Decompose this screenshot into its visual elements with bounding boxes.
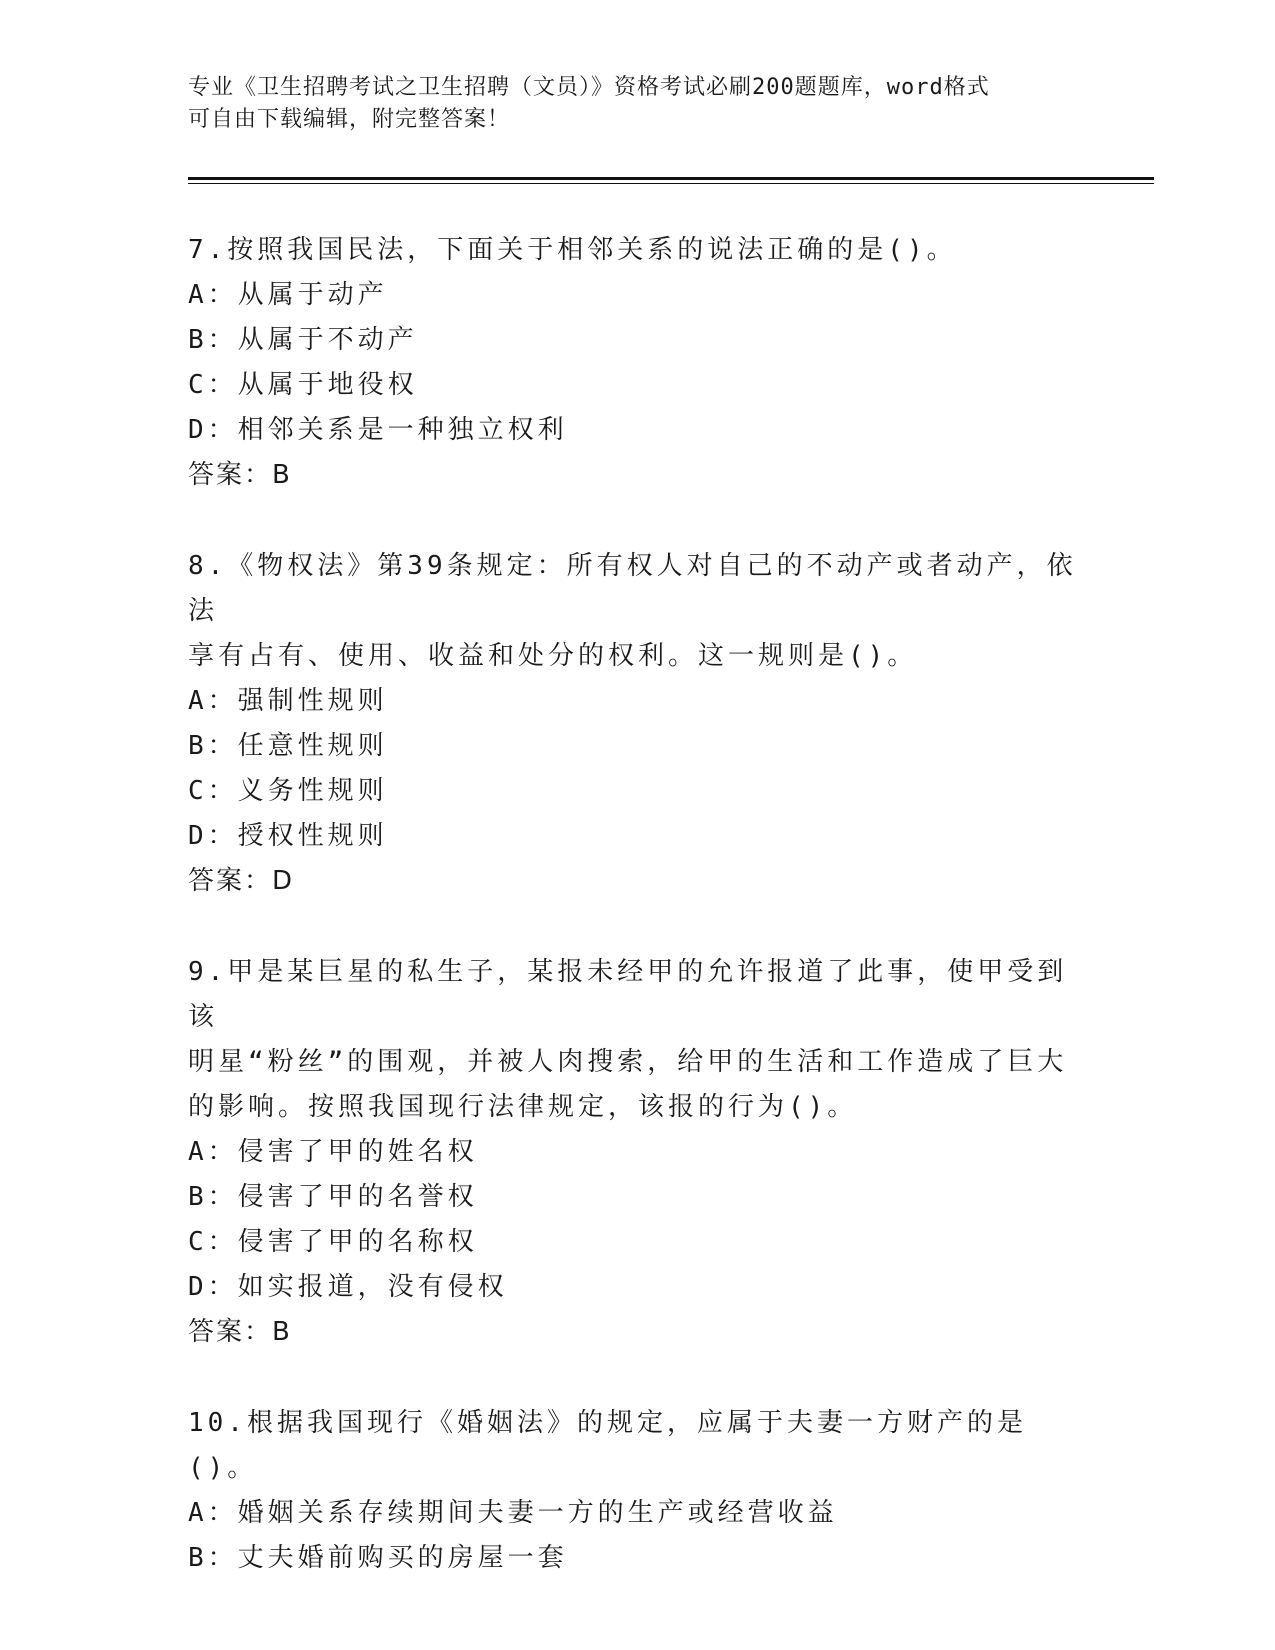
- answer-line: 答案：D: [188, 866, 295, 896]
- header-line-1: 专业《卫生招聘考试之卫生招聘（文员）》资格考试必刷200题题库，word格式: [188, 75, 990, 100]
- question-list: [188, 228, 1088, 1627]
- option-d: D：如实报道，没有侵权: [188, 1272, 508, 1302]
- question-stem-line: 10.根据我国现行《婚姻法》的规定，应属于夫妻一方财产的是()。: [188, 1408, 1027, 1483]
- option-c: C：义务性规则: [188, 776, 388, 806]
- option-b: B：任意性规则: [188, 731, 388, 761]
- answer-line: 答案：B: [188, 460, 292, 490]
- header-divider-thick: [188, 177, 1154, 180]
- option-b: B：从属于不动产: [188, 325, 418, 355]
- option-b: B：侵害了甲的名誉权: [188, 1182, 478, 1212]
- question-9: [188, 950, 1088, 1355]
- option-d: D：相邻关系是一种独立权利: [188, 415, 568, 445]
- header-divider-thin: [188, 183, 1154, 184]
- answer-line: 答案：B: [188, 1317, 292, 1347]
- option-a: A：侵害了甲的姓名权: [188, 1137, 478, 1167]
- question-stem-line: 享有占有、使用、收益和处分的权利。这一规则是()。: [188, 641, 918, 671]
- question-stem-line: 8.《物权法》第39条规定：所有权人对自己的不动产或者动产，依法: [188, 551, 1077, 626]
- question-10: [188, 1401, 1088, 1581]
- question-stem-line: 9.甲是某巨星的私生子，某报未经甲的允许报道了此事，使甲受到该: [188, 957, 1068, 1032]
- option-a: A：从属于动产: [188, 280, 388, 310]
- question-stem-line: 明星“粉丝”的围观，并被人肉搜索，给甲的生活和工作造成了巨大: [188, 1047, 1068, 1077]
- header-line-2: 可自由下载编辑，附完整答案！: [188, 107, 511, 132]
- question-7: [188, 228, 1088, 498]
- option-c: C：从属于地役权: [188, 370, 418, 400]
- document-header: [188, 72, 1068, 136]
- option-a: A：婚姻关系存续期间夫妻一方的生产或经营收益: [188, 1498, 838, 1528]
- question-8: [188, 544, 1088, 904]
- option-d: D：授权性规则: [188, 821, 388, 851]
- question-stem-line: 7.按照我国民法，下面关于相邻关系的说法正确的是()。: [188, 235, 957, 265]
- option-c: C：侵害了甲的名称权: [188, 1227, 478, 1257]
- option-b: B：丈夫婚前购买的房屋一套: [188, 1543, 568, 1573]
- option-a: A：强制性规则: [188, 686, 388, 716]
- question-stem-line: 的影响。按照我国现行法律规定，该报的行为()。: [188, 1092, 858, 1122]
